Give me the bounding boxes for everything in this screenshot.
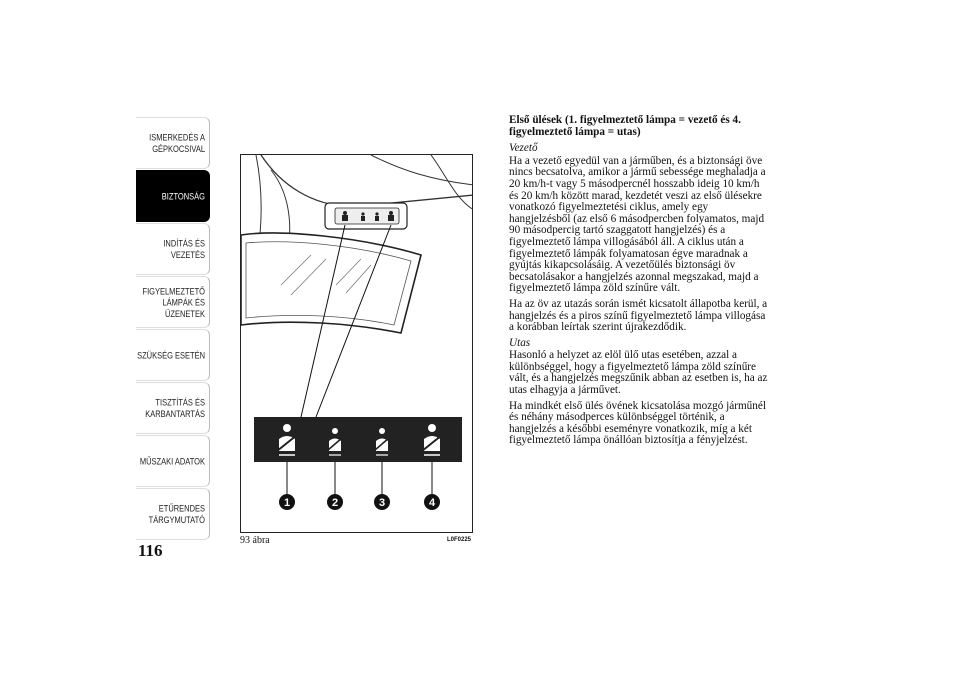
text-column	[509, 115, 769, 451]
lamp-2-body	[361, 216, 365, 221]
lamp-1-icon	[343, 211, 347, 215]
tab-tisztitas[interactable]: TISZTÍTÁS ÉS KARBANTARTÁS	[136, 382, 210, 434]
callout-label-1: 1	[283, 497, 291, 509]
tab-inditas[interactable]: INDÍTÁS ÉS VEZETÉS	[136, 223, 210, 275]
lamp-3-icon	[375, 212, 378, 215]
roof-line	[371, 155, 473, 185]
roof-console-line	[431, 155, 473, 210]
driver-paragraph-1: Ha a vezető egyedül van a járműben, és a biztonsági öve nincs becsatolva, amikor a jármű sebessége meghaladja a 20 km/h-t vagy 5 másodpercnél hosszabb ideig 10 km/h és 20 km/h között marad, kezdetét veszi az első ülésekre vonatkozó figyelmeztetési ciklus, amely egy hangjelzésből (az első 6 másodpercben folyamatos, majd 90 másodpercig tartó szaggatott hangjelzés) és a figyelmeztető lámpa villogásából áll. A ciklus után a figyelmeztető lámpák folyamatosan égve maradnak a gyújtás kikapcsolásáig. A vezetőülés biztonsági öv becsatolásakor a hangjelzés azonnal megszakad, majd a figyelmeztető lámpa zöld színűre vált.	[509, 154, 766, 295]
callout-label-2: 2	[331, 497, 339, 509]
lamp-4-body	[388, 215, 394, 221]
tab-muszaki[interactable]: MŰSZAKI ADATOK	[136, 435, 210, 487]
passenger-paragraph-1: Hasonló a helyzet az elöl ülő utas esetében, azzal a különbséggel, hogy a figyelmeztető lámpa zöld színűre vált, és a hangjelzés megszűnik abban az esetben is, ha az utas elhagyja a járművet.	[509, 349, 768, 397]
figure-caption: 93 ábra	[240, 535, 270, 546]
driver-subheading: Vezető	[509, 142, 538, 155]
figure-code: L0F0225	[447, 537, 472, 543]
callout-label-3: 3	[378, 497, 386, 509]
callout-label-4: 4	[428, 497, 436, 509]
lamp-2-icon	[361, 212, 364, 215]
seatbelt-lamp-illustration	[241, 155, 473, 533]
figure-93	[240, 154, 473, 533]
passenger-paragraph-2: Ha mindkét első ülés övének kicsatolása mozgó járműnél és néhány másodperces különbséggel történik, a hangjelzés a későbbi eseményre vonatkozik, míg a két figyelmeztető lámpa önállóan biztosítja a fényjelzést.	[509, 399, 766, 447]
headliner-line	[261, 155, 473, 207]
tab-biztonsag[interactable]: BIZTONSÁG	[136, 170, 210, 222]
tab-szukseg[interactable]: SZÜKSÉG ESETÉN	[136, 329, 210, 381]
lamp-4-icon	[389, 211, 393, 215]
section-heading: Első ülések (1. figyelmeztető lámpa = vezető és 4. figyelmeztető lámpa = utas)	[509, 114, 741, 138]
lamp-3-body	[375, 216, 379, 221]
lamp-1-body	[342, 215, 348, 221]
tab-figyelmezteto[interactable]: FIGYELMEZTETŐ LÁMPÁK ÉS ÜZENETEK	[136, 276, 210, 328]
passenger-subheading: Utas	[509, 336, 531, 349]
page-number: 116	[138, 541, 163, 560]
driver-paragraph-2: Ha az öv az utazás során ismét kicsatolt állapotba kerül, a hangjelzés és a piros színű figyelmeztető lámpa villogása a korábban leírtak szerint újrakezdődik.	[509, 297, 768, 334]
tab-ismerkedes[interactable]: ISMERKEDÉS A GÉPKOCSIVAL	[136, 117, 210, 169]
rear-view-mirror	[241, 233, 421, 333]
tab-targymutato[interactable]: ETŰRENDES TÁRGYMUTATÓ	[136, 488, 210, 540]
